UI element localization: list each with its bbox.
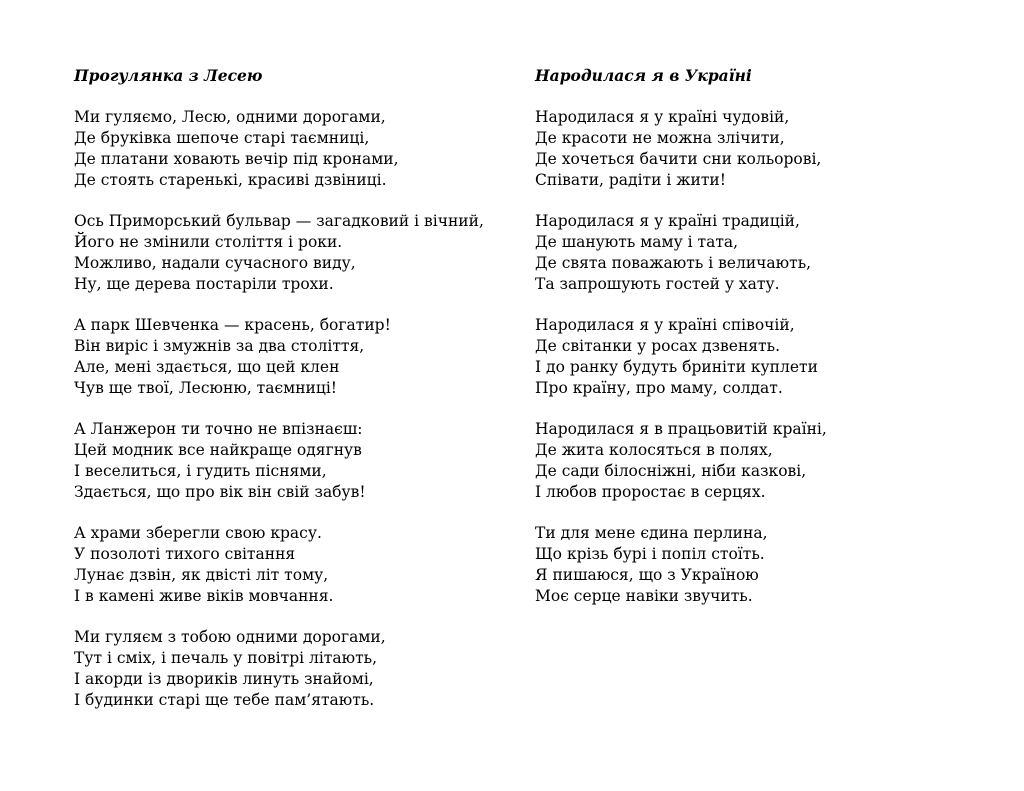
poem-line: Де стоять старенькі, красиві дзвіниці. [74, 171, 387, 189]
stanza [535, 419, 975, 503]
poem-progulyanka [74, 66, 514, 731]
poem-line: Можливо, надали сучасного виду, [74, 254, 356, 272]
poem-line: І будинки старі ще тебе пам’ятають. [74, 691, 375, 709]
poem-line: Співати, радіти і жити! [535, 171, 726, 189]
poem-line: Де жита колосяться в полях, [535, 441, 773, 459]
poem-title: Прогулянка з Лесею [74, 66, 263, 85]
stanza [74, 315, 514, 399]
poem-line: І веселиться, і гудить піснями, [74, 462, 327, 480]
poem-line: І акорди із двориків линуть знайомі, [74, 670, 374, 688]
poem-line: Лунає дзвін, як двісті літ тому, [74, 566, 329, 584]
poem-line: У позолоті тихого світання [74, 545, 296, 563]
poem-line: І в камені живе віків мовчання. [74, 587, 334, 605]
poem-line: Ти для мене єдина перлина, [535, 524, 768, 542]
stanza [535, 107, 975, 191]
poem-line: Народилася я в працьовитій країні, [535, 420, 827, 438]
poem-line: Про країну, про маму, солдат. [535, 379, 783, 397]
poem-line: І до ранку будуть бриніти куплети [535, 358, 818, 376]
stanza [74, 627, 514, 711]
poem-line: А Ланжерон ти точно не впізнаєш: [74, 420, 363, 438]
poem-line: А храми зберегли свою красу. [74, 524, 322, 542]
poem-line: Де хочеться бачити сни кольорові, [535, 150, 822, 168]
poem-line: Ось Приморський бульвар — загадковий і вічний, [74, 212, 484, 230]
poem-line: Де платани ховають вечір під кронами, [74, 150, 399, 168]
poem-line: Його не змінили століття і роки. [74, 233, 343, 251]
poem-line: Тут і сміх, і печаль у повітрі літають, [74, 649, 378, 667]
poem-line: Де шанують маму і тата, [535, 233, 739, 251]
poem-line: Народилася я у країні співочій, [535, 316, 795, 334]
poem-line: Де бруківка шепоче старі таємниці, [74, 129, 370, 147]
poem-line: Здається, що про вік він свій забув! [74, 483, 366, 501]
poem-line: Але, мені здається, що цей клен [74, 358, 340, 376]
poem-line: Де красоти не можна злічити, [535, 129, 785, 147]
poem-line: Де свята поважають і величають, [535, 254, 812, 272]
poem-line: Що крізь бурі і попіл стоїть. [535, 545, 765, 563]
poem-line: Народилася я у країні традицій, [535, 212, 800, 230]
poem-line: Де сади білосніжні, ніби казкові, [535, 462, 807, 480]
poem-line: І любов проростає в серцях. [535, 483, 766, 501]
stanza [535, 315, 975, 399]
stanza [74, 419, 514, 503]
poem-line: Він виріс і змужнів за два століття, [74, 337, 365, 355]
poem-line: Народилася я у країні чудовій, [535, 108, 790, 126]
poem-narodylasya [535, 66, 975, 627]
stanza [74, 211, 514, 295]
poem-line: Ми гуляєм з тобою одними дорогами, [74, 628, 386, 646]
stanza [74, 107, 514, 191]
poem-line: Я пишаюся, що з Україною [535, 566, 759, 584]
poem-line: Чув ще твої, Лесюню, таємниці! [74, 379, 338, 397]
poem-line: Ми гуляємо, Лесю, одними дорогами, [74, 108, 386, 126]
poem-title: Народилася я в Україні [535, 66, 752, 85]
poem-line: А парк Шевченка — красень, богатир! [74, 316, 391, 334]
poem-line: Цей модник все найкраще одягнув [74, 441, 362, 459]
poem-line: Ну, ще дерева постаріли трохи. [74, 275, 334, 293]
stanza [535, 211, 975, 295]
stanza [535, 523, 975, 607]
stanza [74, 523, 514, 607]
poem-line: Та запрошують гостей у хату. [535, 275, 780, 293]
poem-line: Де світанки у росах дзвенять. [535, 337, 780, 355]
poem-line: Моє серце навіки звучить. [535, 587, 753, 605]
